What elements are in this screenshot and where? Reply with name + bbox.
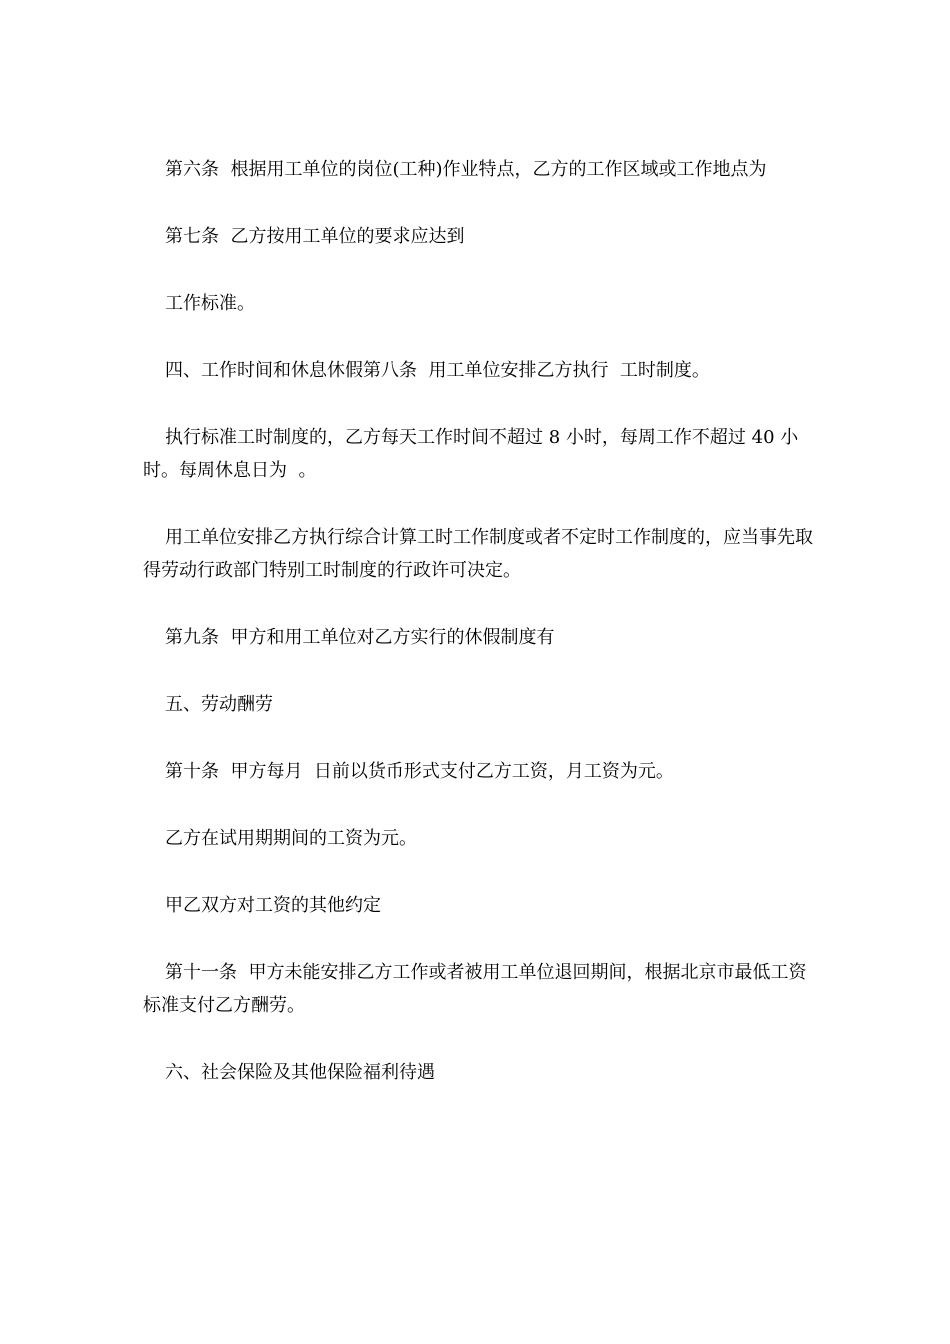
section-heading-social-insurance: 六、社会保险及其他保险福利待遇 [165, 1062, 435, 1083]
section-heading-remuneration: 五、劳动酬劳 [165, 694, 273, 715]
paragraph-probation-wage: 乙方在试用期期间的工资为元。 [165, 828, 417, 849]
paragraph-article-7: 第七条 乙方按用工单位的要求应达到 [165, 226, 465, 247]
paragraph-special-hours: 用工单位安排乙方执行综合计算工时工作制度或者不定时工作制度的，应当事先取得劳动行政部门特别工时制度的行政许可决定。 [143, 527, 813, 581]
paragraph-article-10: 第十条 甲方每月 日前以货币形式支付乙方工资，月工资为元。 [165, 761, 674, 782]
paragraph-article-9: 第九条 甲方和用工单位对乙方实行的休假制度有 [165, 627, 555, 648]
paragraph-other-wage-terms: 甲乙双方对工资的其他约定 [165, 895, 381, 916]
paragraph-article-11: 第十一条 甲方未能安排乙方工作或者被用工单位退回期间，根据北京市最低工资标准支付乙方酬劳。 [143, 962, 807, 1016]
paragraph-article-6: 第六条 根据用工单位的岗位(工种)作业特点，乙方的工作区域或工作地点为 [165, 159, 767, 180]
paragraph-section-4-article-8: 四、工作时间和休息休假第八条 用工单位安排乙方执行 工时制度。 [165, 360, 710, 381]
document-body [143, 153, 813, 1123]
paragraph-standard-hours: 执行标准工时制度的，乙方每天工作时间不超过 8 小时，每周工作不超过 40 小时。每周休息日为 。 [143, 427, 799, 481]
paragraph-work-standard: 工作标准。 [165, 293, 255, 314]
